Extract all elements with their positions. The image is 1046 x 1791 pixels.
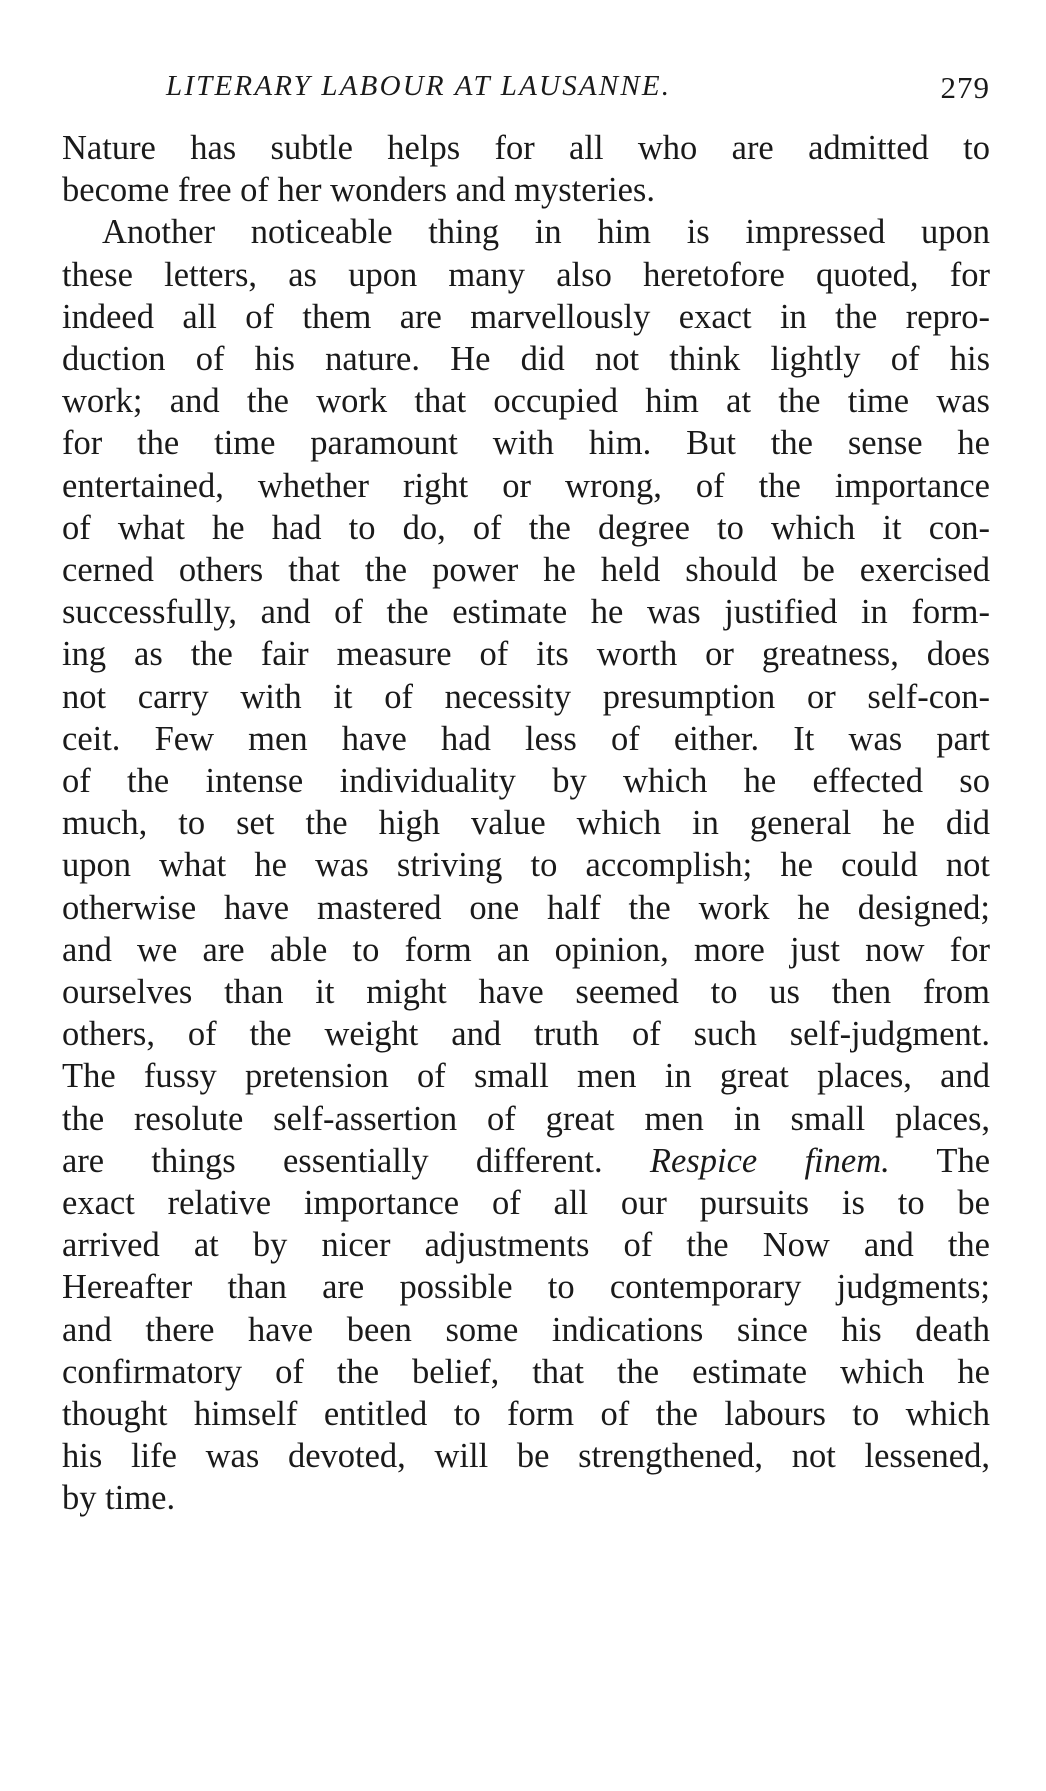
text-segment: indeed all of them are marvellously exact in the repro- xyxy=(62,297,990,336)
text-segment: successfully, and of the estimate he was justified in form- xyxy=(62,593,990,632)
text-segment: ing as the fair measure of its worth or greatness, does xyxy=(62,635,990,674)
text-line xyxy=(62,462,990,510)
text-line xyxy=(62,799,990,847)
text-segment: otherwise have mastered one half the work he designed; xyxy=(62,888,990,927)
text-segment: The fussy pretension of small men in great places, and xyxy=(62,1057,990,1096)
text-line xyxy=(62,841,990,889)
text-line xyxy=(62,166,990,214)
text-segment: and we are able to form an opinion, more just now for xyxy=(62,930,990,969)
text-line xyxy=(62,504,990,552)
text-segment: upon what he was striving to accomplish; he could not xyxy=(62,846,990,885)
text-line xyxy=(62,968,990,1016)
text-segment: much, to set the high value which in general he did xyxy=(62,804,990,843)
text-line xyxy=(62,1263,990,1311)
text-segment: confirmatory of the belief, that the estimate which he xyxy=(62,1352,990,1391)
text-segment: cerned others that the power he held should be exercised xyxy=(62,551,990,589)
running-head xyxy=(62,66,990,116)
text-segment: for the time paramount with him. But the sense he xyxy=(62,424,990,463)
italic-phrase: Respice finem. xyxy=(649,1141,890,1180)
text-segment: the resolute self-assertion of great men in small places, xyxy=(62,1099,990,1138)
text-segment: become free of her wonders and mysteries. xyxy=(62,171,655,210)
text-line xyxy=(62,630,990,678)
text-line xyxy=(62,419,990,467)
text-segment: ceit. Few men have had less of either. It was part xyxy=(62,719,990,758)
text-line xyxy=(62,884,990,932)
text-line xyxy=(62,251,990,299)
text-segment: not carry with it of necessity presumption or self-con- xyxy=(62,677,990,716)
page-number: 279 xyxy=(940,70,990,105)
text-line xyxy=(62,1179,990,1227)
text-line xyxy=(62,757,990,805)
text-segment: Another noticeable thing in him is impressed upon xyxy=(102,213,990,252)
text-segment: ourselves than it might have seemed to us then from xyxy=(62,973,990,1011)
text-line xyxy=(62,1306,990,1354)
text-segment: his life was devoted, will be strengthened, not lessened, xyxy=(62,1437,990,1476)
text-segment: Nature has subtle helps for all who are admitted to xyxy=(62,129,990,167)
text-line xyxy=(62,926,990,974)
text-line xyxy=(62,1390,990,1438)
text-segment: Hereafter than are possible to contemporary judgments; xyxy=(62,1268,990,1307)
text-line xyxy=(102,208,990,256)
text-segment: work; and the work that occupied him at the time was xyxy=(62,382,990,421)
text-segment: entertained, whether right or wrong, of the importance xyxy=(62,466,990,505)
text-line xyxy=(62,335,990,383)
text-line xyxy=(62,1221,990,1269)
text-line xyxy=(62,1474,990,1522)
text-segment: duction of his nature. He did not think lightly of his xyxy=(62,340,990,378)
text-line xyxy=(62,588,990,636)
text-line xyxy=(62,715,990,763)
text-segment: thought himself entitled to form of the labours to which xyxy=(62,1395,990,1433)
book-page xyxy=(62,0,990,1791)
text-line xyxy=(62,1052,990,1100)
text-segment: by time. xyxy=(62,1479,176,1518)
text-line xyxy=(62,124,990,172)
text-segment: of the intense individuality by which he effected so xyxy=(62,762,990,800)
text-line xyxy=(62,673,990,721)
text-line xyxy=(62,1432,990,1480)
text-segment: these letters, as upon many also heretofore quoted, for xyxy=(62,255,990,294)
text-line xyxy=(62,1137,990,1185)
text-line xyxy=(62,546,990,594)
text-segment: arrived at by nicer adjustments of the Now and the xyxy=(62,1226,990,1265)
text-segment: exact relative importance of all our pursuits is to be xyxy=(62,1184,990,1222)
text-segment: others, of the weight and truth of such self-judgment. xyxy=(62,1015,990,1054)
text-segment: of what he had to do, of the degree to which it con- xyxy=(62,508,990,547)
text-segment: The xyxy=(889,1141,991,1180)
text-segment: and there have been some indications since his death xyxy=(62,1310,990,1349)
text-line xyxy=(62,377,990,425)
running-title: LITERARY LABOUR AT LAUSANNE. xyxy=(166,70,672,102)
text-line xyxy=(62,1348,990,1396)
text-line xyxy=(62,1095,990,1143)
text-line xyxy=(62,1010,990,1058)
text-line xyxy=(62,293,990,341)
text-segment: are things essentially different. xyxy=(62,1141,650,1180)
